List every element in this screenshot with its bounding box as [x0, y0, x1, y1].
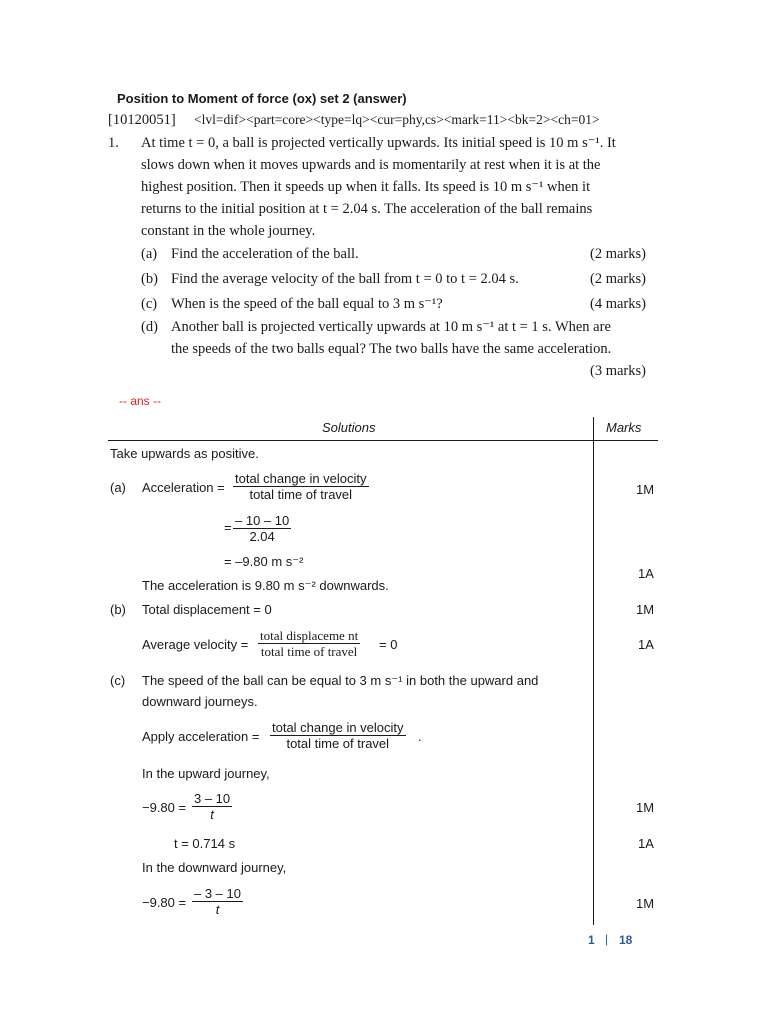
sol-b-displacement: Total displacement = 0	[142, 602, 272, 617]
part-a-marks: (2 marks)	[590, 246, 646, 262]
stem-line-1: At time t = 0, a ball is projected vertically upwards. Its initial speed is 10 m s⁻¹. It	[141, 135, 616, 151]
sol-c-apply: Apply acceleration =	[142, 729, 260, 744]
stem-line-2: slows down when it moves upwards and is momentarily at rest when it is at the	[141, 157, 601, 173]
fraction-denominator: total time of travel	[260, 644, 358, 659]
page-number: 1	[588, 933, 595, 947]
mark-c-3: 1M	[636, 896, 655, 911]
part-a-text: Find the acceleration of the ball.	[171, 246, 359, 262]
sol-c-downward: In the downward journey,	[142, 860, 287, 875]
fraction-denominator: total time of travel	[249, 487, 353, 502]
part-c-label: (c)	[141, 296, 158, 312]
fraction-numerator: total displaceme nt	[260, 628, 359, 643]
page-separator: |	[605, 932, 609, 946]
question-code: [10120051]	[108, 112, 176, 128]
sol-c-eq1-lhs: −9.80 =	[142, 800, 187, 815]
sol-a-prefix: Acceleration =	[142, 480, 225, 495]
fraction-average-velocity	[258, 628, 360, 659]
mark-b-2: 1A	[638, 637, 654, 652]
table-column-divider	[593, 417, 594, 925]
mark-a-2: 1A	[638, 566, 654, 581]
table-header-rule	[108, 440, 658, 441]
fraction-change-velocity	[233, 471, 369, 502]
sol-a-eq: =	[224, 520, 232, 535]
fraction-numerator: total change in velocity	[235, 471, 367, 486]
part-c-marks: (4 marks)	[590, 296, 646, 312]
fraction-denominator: total time of travel	[286, 736, 390, 751]
sol-c-label: (c)	[110, 673, 126, 688]
fraction-downward	[192, 886, 243, 917]
part-b-marks: (2 marks)	[590, 271, 646, 287]
answer-marker: -- ans --	[119, 394, 161, 408]
fraction-a-values	[233, 513, 291, 544]
mark-c-1: 1M	[636, 800, 655, 815]
part-a-label: (a)	[141, 246, 158, 262]
sol-b-suffix: = 0	[379, 637, 398, 652]
fraction-numerator: 3 – 10	[194, 791, 231, 806]
sol-c-line-2: downward journeys.	[142, 694, 258, 709]
question-number: 1.	[108, 135, 119, 151]
part-c-text: When is the speed of the ball equal to 3 m s⁻¹?	[171, 296, 443, 312]
fraction-numerator: – 3 – 10	[194, 886, 241, 901]
sol-b-prefix: Average velocity =	[142, 637, 249, 652]
part-b-text: Find the average velocity of the ball from t = 0 to t = 2.04 s.	[171, 271, 519, 287]
sol-c-upward: In the upward journey,	[142, 766, 270, 781]
sol-c-eq2-lhs: −9.80 =	[142, 895, 187, 910]
solutions-header: Solutions	[322, 420, 376, 435]
fraction-numerator: – 10 – 10	[235, 513, 290, 528]
sol-a-conclusion: The acceleration is 9.80 m s⁻² downwards.	[142, 578, 389, 593]
part-d-text-2: the speeds of the two balls equal? The two balls have the same acceleration.	[171, 341, 612, 357]
stem-line-3: highest position. Then it speeds up when it falls. Its speed is 10 m s⁻¹ when it	[141, 179, 591, 195]
document-title: Position to Moment of force (ox) set 2 (answer)	[117, 91, 407, 106]
mark-a-1: 1M	[636, 482, 655, 497]
part-d-marks: (3 marks)	[590, 363, 646, 379]
sol-c-t-result: t = 0.714 s	[174, 836, 236, 851]
sol-b-label: (b)	[110, 602, 126, 617]
fraction-upward	[192, 791, 232, 822]
mark-b-1: 1M	[636, 602, 655, 617]
fraction-change-velocity-2	[270, 720, 406, 751]
marks-header: Marks	[606, 420, 642, 435]
stem-line-4: returns to the initial position at t = 2.04 s. The acceleration of the ball remains	[141, 201, 593, 217]
fraction-denominator: t	[215, 902, 220, 917]
stem-line-5: constant in the whole journey.	[141, 223, 316, 239]
sol-c-line-1: The speed of the ball can be equal to 3 m s⁻¹ in both the upward and	[142, 673, 539, 688]
page-total: 18	[619, 933, 633, 947]
fraction-denominator: t	[210, 807, 214, 822]
part-d-text: Another ball is projected vertically upwards at 10 m s⁻¹ at t = 1 s. When are	[171, 319, 611, 335]
question-tags: <lvl=dif><part=core><type=lq><cur=phy,cs><mark=11><bk=2><ch=01>	[194, 112, 600, 127]
sol-c-apply-end: .	[418, 729, 422, 744]
take-upwards-text: Take upwards as positive.	[110, 446, 259, 461]
sol-a-result: = –9.80 m s⁻²	[224, 554, 304, 569]
sol-a-label: (a)	[110, 480, 126, 495]
part-d-label: (d)	[141, 319, 158, 335]
part-b-label: (b)	[141, 271, 158, 287]
fraction-denominator: 2.04	[249, 529, 275, 544]
mark-c-2: 1A	[638, 836, 654, 851]
fraction-numerator: total change in velocity	[272, 720, 404, 735]
